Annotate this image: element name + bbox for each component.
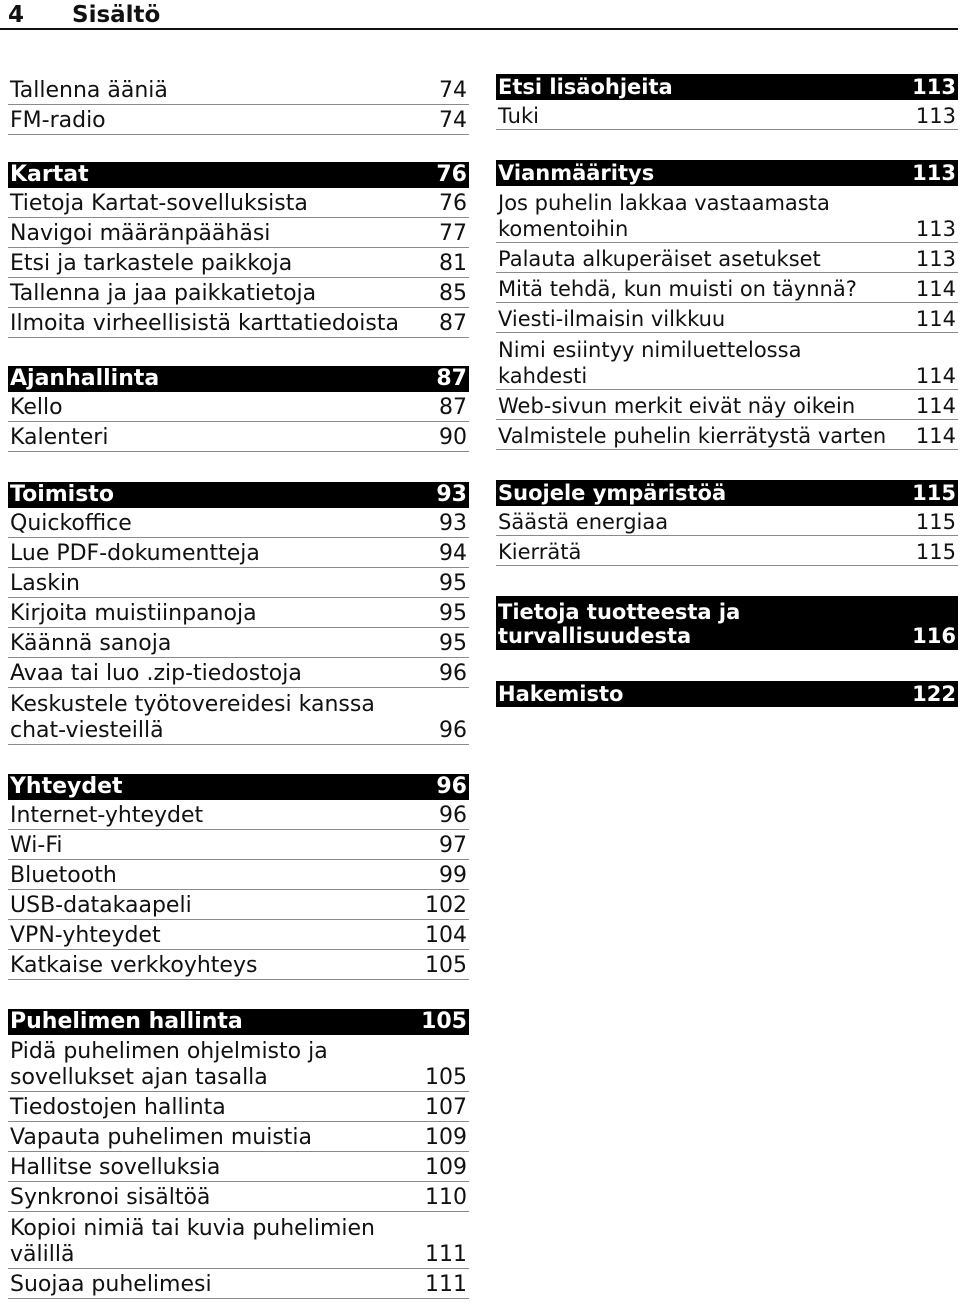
toc-entry[interactable] bbox=[496, 273, 958, 303]
toc-entry[interactable] bbox=[8, 1269, 469, 1299]
toc-entry-page-number: 114 bbox=[915, 307, 956, 331]
toc-heading-page-number: 105 bbox=[421, 1009, 467, 1034]
toc-entry[interactable] bbox=[8, 950, 469, 980]
toc-entry-label: Navigoi määränpäähäsi bbox=[10, 221, 271, 246]
toc-entry[interactable] bbox=[8, 105, 469, 135]
toc-entry[interactable] bbox=[496, 390, 958, 420]
toc-entry[interactable] bbox=[8, 188, 469, 218]
toc-entry-label: Web-sivun merkit eivät näy oikein bbox=[498, 394, 856, 418]
toc-entry-page-number: 114 bbox=[915, 277, 956, 301]
toc-entry[interactable] bbox=[8, 628, 469, 658]
toc-heading-page-number: 96 bbox=[436, 774, 467, 799]
toc-section-heading[interactable] bbox=[8, 1009, 469, 1035]
toc-heading-label: Hakemisto bbox=[498, 682, 624, 706]
toc-entry-label: Tiedostojen hallinta bbox=[10, 1095, 226, 1120]
toc-entry-label: Tuki bbox=[498, 104, 539, 128]
toc-entry-page-number: 114 bbox=[915, 394, 956, 418]
toc-entry-label: Hallitse sovelluksia bbox=[10, 1155, 221, 1180]
toc-entry-label: Valmistele puhelin kierrätystä varten bbox=[498, 424, 887, 448]
toc-entry-page-number: 77 bbox=[439, 221, 467, 246]
toc-heading-label: Yhteydet bbox=[10, 774, 123, 799]
toc-entry-page-number: 111 bbox=[425, 1242, 467, 1267]
toc-entry-page-number: 104 bbox=[425, 923, 467, 948]
toc-entry-label: Tietoja Kartat-sovelluksista bbox=[10, 191, 308, 216]
toc-entry-label: Laskin bbox=[10, 571, 80, 596]
toc-entry-label: Vapauta puhelimen muistia bbox=[10, 1125, 312, 1150]
toc-heading-page-number: 116 bbox=[912, 624, 956, 648]
toc-section bbox=[8, 162, 469, 338]
toc-entry[interactable] bbox=[8, 598, 469, 628]
toc-heading-label: Tietoja tuotteesta ja turvallisuudesta bbox=[498, 600, 741, 648]
toc-entry-label: Katkaise verkkoyhteys bbox=[10, 953, 258, 978]
toc-entry-label: Pidä puhelimen ohjelmisto ja sovellukset ajan tasalla bbox=[10, 1039, 328, 1090]
toc-section-heading[interactable] bbox=[496, 160, 958, 186]
toc-entry-label: FM-radio bbox=[10, 108, 106, 133]
toc-section-heading[interactable] bbox=[496, 480, 958, 506]
toc-entry-label: Käännä sanoja bbox=[10, 631, 172, 656]
toc-entry[interactable] bbox=[496, 506, 958, 536]
toc-entry-page-number: 90 bbox=[439, 425, 467, 450]
toc-heading-label: Kartat bbox=[10, 162, 89, 187]
toc-entry[interactable] bbox=[8, 422, 469, 452]
toc-heading-label: Etsi lisäohjeita bbox=[498, 75, 673, 99]
toc-entry-page-number: 102 bbox=[425, 893, 467, 918]
toc-entry[interactable] bbox=[8, 1035, 469, 1092]
toc-heading-label: Suojele ympäristöä bbox=[498, 481, 727, 505]
toc-entry[interactable] bbox=[8, 1152, 469, 1182]
toc-entry-page-number: 96 bbox=[439, 803, 467, 828]
toc-entry-page-number: 87 bbox=[439, 395, 467, 420]
toc-entry[interactable] bbox=[8, 1182, 469, 1212]
toc-entry[interactable] bbox=[8, 218, 469, 248]
toc-heading-page-number: 93 bbox=[436, 482, 467, 507]
toc-entry-page-number: 111 bbox=[425, 1272, 467, 1297]
toc-entry-page-number: 85 bbox=[439, 281, 467, 306]
toc-entry-page-number: 105 bbox=[425, 1065, 467, 1090]
toc-section bbox=[8, 366, 469, 452]
toc-entry-page-number: 114 bbox=[915, 424, 956, 448]
toc-heading-page-number: 122 bbox=[912, 682, 956, 706]
toc-entry-label: Viesti-ilmaisin vilkkuu bbox=[498, 307, 726, 331]
toc-section-heading[interactable] bbox=[8, 162, 469, 188]
page-header bbox=[0, 0, 958, 30]
toc-entry-label: Quickoffice bbox=[10, 511, 132, 536]
toc-entry[interactable] bbox=[496, 333, 958, 390]
toc-entry[interactable] bbox=[8, 1092, 469, 1122]
toc-entry-page-number: 95 bbox=[439, 631, 467, 656]
toc-entry[interactable] bbox=[496, 420, 958, 450]
toc-entry[interactable] bbox=[496, 303, 958, 333]
toc-entry[interactable] bbox=[8, 890, 469, 920]
toc-entry-label: Ilmoita virheellisistä karttatiedoista bbox=[10, 311, 399, 336]
toc-heading-label: Ajanhallinta bbox=[10, 366, 160, 391]
toc-entry-label: Wi-Fi bbox=[10, 833, 63, 858]
toc-section bbox=[496, 480, 958, 566]
toc-entry-page-number: 97 bbox=[439, 833, 467, 858]
toc-section bbox=[496, 160, 958, 450]
toc-entry-label: Tallenna ääniä bbox=[10, 78, 168, 103]
toc-entry-label: Avaa tai luo .zip-tiedostoja bbox=[10, 661, 302, 686]
toc-entry-label: Internet-yhteydet bbox=[10, 803, 204, 828]
toc-entry[interactable] bbox=[8, 1212, 469, 1269]
toc-entry[interactable] bbox=[496, 536, 958, 566]
toc-entry-page-number: 99 bbox=[439, 863, 467, 888]
toc-entry[interactable] bbox=[8, 688, 469, 745]
toc-entry-page-number: 109 bbox=[425, 1155, 467, 1180]
toc-entry-page-number: 76 bbox=[439, 191, 467, 216]
toc-section bbox=[8, 774, 469, 980]
toc-entry-page-number: 96 bbox=[439, 661, 467, 686]
toc-entry-label: Etsi ja tarkastele paikkoja bbox=[10, 251, 293, 276]
toc-entry-label: Tallenna ja jaa paikkatietoja bbox=[10, 281, 317, 306]
toc-entry-label: Nimi esiintyy nimiluettelossa kahdesti bbox=[498, 338, 802, 388]
toc-entry[interactable] bbox=[8, 75, 469, 105]
toc-entry-page-number: 110 bbox=[425, 1185, 467, 1210]
toc-entry[interactable] bbox=[496, 186, 958, 243]
toc-entry[interactable] bbox=[8, 392, 469, 422]
toc-entry-page-number: 107 bbox=[425, 1095, 467, 1120]
toc-section bbox=[8, 1009, 469, 1299]
toc-heading-page-number: 115 bbox=[912, 481, 956, 505]
toc-section bbox=[8, 482, 469, 745]
toc-entry[interactable] bbox=[8, 568, 469, 598]
toc-heading-label: Toimisto bbox=[10, 482, 114, 507]
toc-entry[interactable] bbox=[8, 830, 469, 860]
toc-entry[interactable] bbox=[8, 508, 469, 538]
toc-section bbox=[496, 74, 958, 130]
toc-entry-page-number: 94 bbox=[439, 541, 467, 566]
toc-entry-page-number: 96 bbox=[439, 718, 467, 743]
toc-entry-page-number: 113 bbox=[915, 217, 956, 241]
toc-entry-page-number: 81 bbox=[439, 251, 467, 276]
toc-entry[interactable] bbox=[8, 800, 469, 830]
toc-section-heading[interactable] bbox=[496, 681, 958, 707]
toc-entry-label: Suojaa puhelimesi bbox=[10, 1272, 212, 1297]
toc-heading-label: Vianmääritys bbox=[498, 161, 655, 185]
toc-entry[interactable] bbox=[8, 248, 469, 278]
toc-section-heading[interactable] bbox=[8, 482, 469, 508]
toc-entry-page-number: 93 bbox=[439, 511, 467, 536]
toc-entry[interactable] bbox=[8, 278, 469, 308]
toc-section bbox=[496, 681, 958, 707]
toc-section bbox=[496, 596, 958, 650]
toc-heading-page-number: 76 bbox=[436, 162, 467, 187]
toc-section-heading[interactable] bbox=[496, 74, 958, 100]
page-number: 4 bbox=[8, 2, 25, 28]
toc-entry-label: Lue PDF-dokumentteja bbox=[10, 541, 260, 566]
toc-heading-page-number: 113 bbox=[912, 161, 956, 185]
toc-entry-page-number: 113 bbox=[915, 104, 956, 128]
toc-entry-label: Bluetooth bbox=[10, 863, 117, 888]
toc-entry-label: Jos puhelin lakkaa vastaamasta komentoihin bbox=[498, 191, 830, 241]
toc-heading-page-number: 87 bbox=[436, 366, 467, 391]
toc-entry-label: Säästä energiaa bbox=[498, 510, 669, 534]
toc-section bbox=[8, 75, 469, 135]
page-title: Sisältö bbox=[72, 2, 161, 28]
toc-entry-label: Kello bbox=[10, 395, 63, 420]
toc-entry-page-number: 87 bbox=[439, 311, 467, 336]
toc-entry-label: Kopioi nimiä tai kuvia puhelimien välillä bbox=[10, 1216, 375, 1267]
toc-entry-label: Synkronoi sisältöä bbox=[10, 1185, 211, 1210]
toc-entry[interactable] bbox=[496, 100, 958, 130]
toc-entry-label: Kierrätä bbox=[498, 540, 582, 564]
toc-entry-page-number: 95 bbox=[439, 601, 467, 626]
toc-section-heading[interactable] bbox=[8, 774, 469, 800]
toc-entry-page-number: 105 bbox=[425, 953, 467, 978]
toc-entry-label: Mitä tehdä, kun muisti on täynnä? bbox=[498, 277, 857, 301]
toc-entry-label: Kalenteri bbox=[10, 425, 109, 450]
toc-entry-page-number: 109 bbox=[425, 1125, 467, 1150]
toc-entry[interactable] bbox=[8, 308, 469, 338]
toc-entry[interactable] bbox=[496, 243, 958, 273]
toc-section-heading[interactable] bbox=[496, 596, 958, 650]
toc-entry-page-number: 74 bbox=[439, 108, 467, 133]
toc-entry[interactable] bbox=[8, 538, 469, 568]
toc-entry-page-number: 113 bbox=[915, 247, 956, 271]
toc-entry-page-number: 115 bbox=[915, 540, 956, 564]
toc-heading-label: Puhelimen hallinta bbox=[10, 1009, 243, 1034]
toc-section-heading[interactable] bbox=[8, 366, 469, 392]
toc-entry-page-number: 95 bbox=[439, 571, 467, 596]
toc-entry-label: VPN-yhteydet bbox=[10, 923, 161, 948]
toc-entry-label: Keskustele työtovereidesi kanssa chat-viesteillä bbox=[10, 692, 375, 743]
toc-heading-page-number: 113 bbox=[912, 75, 956, 99]
toc-entry[interactable] bbox=[8, 920, 469, 950]
toc-entry-label: USB-datakaapeli bbox=[10, 893, 192, 918]
toc-entry[interactable] bbox=[8, 658, 469, 688]
toc-entry-label: Palauta alkuperäiset asetukset bbox=[498, 247, 821, 271]
toc-entry-page-number: 74 bbox=[439, 78, 467, 103]
toc-entry-page-number: 115 bbox=[915, 510, 956, 534]
toc-entry-page-number: 114 bbox=[915, 364, 956, 388]
toc-entry[interactable] bbox=[8, 860, 469, 890]
toc-entry[interactable] bbox=[8, 1122, 469, 1152]
toc-entry-label: Kirjoita muistiinpanoja bbox=[10, 601, 257, 626]
